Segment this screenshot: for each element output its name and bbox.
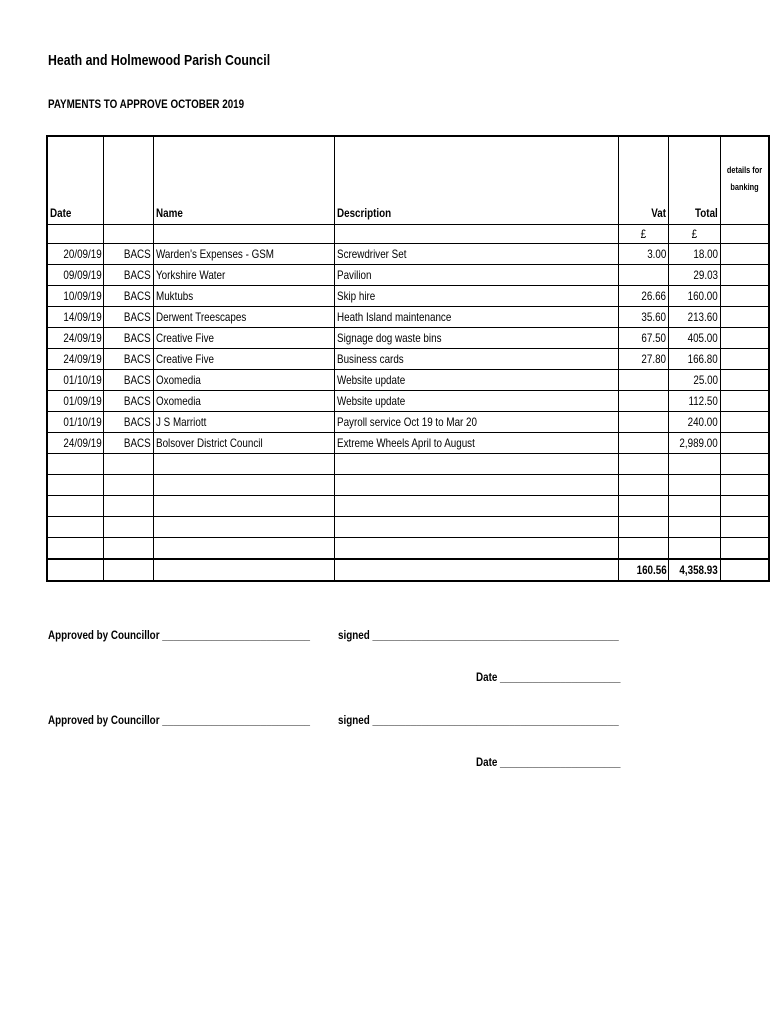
payment-method-cell: BACS: [104, 328, 153, 349]
payment-row: [47, 244, 769, 265]
table-cell: [335, 538, 618, 560]
table-cell: [104, 559, 153, 581]
table-cell: [618, 538, 669, 560]
description-cell: Website update: [335, 370, 618, 391]
date-cell: 01/10/19: [47, 370, 104, 391]
table-header-row: [47, 136, 769, 225]
total-cell: 166.80: [669, 349, 721, 370]
table-cell: [153, 559, 335, 581]
total-cell: 213.60: [669, 307, 721, 328]
payee-name-cell: Yorkshire Water: [153, 265, 335, 286]
table-cell: [104, 496, 153, 517]
approved-by-councillor-line: Approved by Councillor ___________________________: [48, 628, 311, 642]
vat-currency-symbol: £: [618, 225, 669, 244]
payment-row: [47, 412, 769, 433]
description-cell: Skip hire: [335, 286, 618, 307]
description-cell: Website update: [335, 391, 618, 412]
table-cell: [104, 475, 153, 496]
table-cell: [47, 454, 104, 475]
approval-date-line: Date ______________________: [476, 755, 621, 769]
payment-method-cell: BACS: [104, 265, 153, 286]
payee-name-cell: Warden's Expenses - GSM: [153, 244, 335, 265]
document-subtitle: PAYMENTS TO APPROVE OCTOBER 2019: [48, 97, 245, 111]
table-cell: [335, 475, 618, 496]
total-cell: 29.03: [669, 265, 721, 286]
payment-method-cell: BACS: [104, 307, 153, 328]
table-cell: [153, 496, 335, 517]
payee-name-cell: Oxomedia: [153, 391, 335, 412]
payee-name-cell: Creative Five: [153, 328, 335, 349]
empty-row: [47, 454, 769, 475]
vat-cell: [618, 370, 669, 391]
payment-method-cell: BACS: [104, 349, 153, 370]
table-cell: [153, 454, 335, 475]
payment-row: [47, 265, 769, 286]
signed-line: signed _____________________________________________: [338, 713, 619, 727]
payment-row: [47, 286, 769, 307]
date-cell: 09/09/19: [47, 265, 104, 286]
vat-column-header: Vat: [618, 136, 669, 225]
vat-cell: [618, 391, 669, 412]
vat-cell: 35.60: [618, 307, 669, 328]
banking-details-cell: [720, 433, 769, 454]
table-cell: [153, 517, 335, 538]
table-cell: [618, 496, 669, 517]
vat-cell: [618, 265, 669, 286]
table-cell: [47, 225, 104, 244]
date-cell: 14/09/19: [47, 307, 104, 328]
table-cell: [47, 517, 104, 538]
total-cell: 240.00: [669, 412, 721, 433]
vat-total-cell: 160.56: [618, 559, 669, 581]
table-cell: [47, 496, 104, 517]
payee-name-cell: Derwent Treescapes: [153, 307, 335, 328]
approved-by-councillor-line: Approved by Councillor ___________________________: [48, 713, 311, 727]
table-cell: [669, 538, 721, 560]
table-cell: [104, 538, 153, 560]
description-cell: Extreme Wheels April to August: [335, 433, 618, 454]
empty-row: [47, 538, 769, 560]
total-cell: 160.00: [669, 286, 721, 307]
payee-name-cell: Muktubs: [153, 286, 335, 307]
table-cell: [335, 559, 618, 581]
description-cell: Screwdriver Set: [335, 244, 618, 265]
description-cell: Payroll service Oct 19 to Mar 20: [335, 412, 618, 433]
total-cell: 112.50: [669, 391, 721, 412]
date-column-header: Date: [47, 136, 104, 225]
payment-row: [47, 328, 769, 349]
table-cell: [153, 225, 335, 244]
banking-details-cell: [720, 391, 769, 412]
date-cell: 01/10/19: [47, 412, 104, 433]
payee-name-cell: Creative Five: [153, 349, 335, 370]
banking-details-cell: [720, 265, 769, 286]
payment-row: [47, 370, 769, 391]
table-cell: [104, 517, 153, 538]
name-column-header: Name: [153, 136, 335, 225]
payment-row: [47, 349, 769, 370]
description-cell: Business cards: [335, 349, 618, 370]
table-cell: [669, 517, 721, 538]
table-cell: [618, 517, 669, 538]
table-cell: [335, 225, 618, 244]
table-cell: [335, 496, 618, 517]
banking-details-cell: [720, 349, 769, 370]
table-cell: [669, 454, 721, 475]
payment-method-cell: BACS: [104, 244, 153, 265]
table-cell: [153, 538, 335, 560]
table-cell: [720, 454, 769, 475]
date-cell: 01/09/19: [47, 391, 104, 412]
table-cell: [335, 517, 618, 538]
grand-total-cell: 4,358.93: [669, 559, 721, 581]
banking-details-cell: [720, 370, 769, 391]
date-cell: 24/09/19: [47, 349, 104, 370]
date-cell: 10/09/19: [47, 286, 104, 307]
description-column-header: Description: [335, 136, 618, 225]
total-cell: 25.00: [669, 370, 721, 391]
total-cell: 2,989.00: [669, 433, 721, 454]
table-cell: [720, 559, 769, 581]
table-cell: [47, 538, 104, 560]
currency-unit-row: [47, 225, 769, 244]
banking-details-cell: [720, 412, 769, 433]
org-title: Heath and Holmewood Parish Council: [48, 52, 271, 69]
total-currency-symbol: £: [669, 225, 721, 244]
payment-method-cell: BACS: [104, 370, 153, 391]
payment-row: [47, 433, 769, 454]
payee-name-cell: J S Marriott: [153, 412, 335, 433]
totals-row: [47, 559, 769, 581]
payment-row: [47, 391, 769, 412]
vat-cell: 26.66: [618, 286, 669, 307]
table-cell: [104, 225, 153, 244]
banking-column-header: details for banking: [720, 136, 769, 225]
vat-cell: 27.80: [618, 349, 669, 370]
payment-method-cell: BACS: [104, 433, 153, 454]
vat-cell: 67.50: [618, 328, 669, 349]
signed-line: signed _____________________________________________: [338, 628, 619, 642]
date-cell: 24/09/19: [47, 433, 104, 454]
total-cell: 18.00: [669, 244, 721, 265]
table-cell: [720, 517, 769, 538]
date-cell: 24/09/19: [47, 328, 104, 349]
vat-cell: [618, 412, 669, 433]
payment-row: [47, 307, 769, 328]
banking-details-cell: [720, 328, 769, 349]
table-cell: [618, 454, 669, 475]
table-cell: [104, 454, 153, 475]
table-cell: [720, 475, 769, 496]
vat-cell: 3.00: [618, 244, 669, 265]
payment-method-cell: BACS: [104, 412, 153, 433]
table-cell: [153, 475, 335, 496]
empty-row: [47, 517, 769, 538]
description-cell: Heath Island maintenance: [335, 307, 618, 328]
vat-cell: [618, 433, 669, 454]
payments-table-body: [47, 136, 769, 581]
table-cell: [335, 454, 618, 475]
payee-name-cell: Bolsover District Council: [153, 433, 335, 454]
table-cell: [720, 538, 769, 560]
empty-row: [47, 475, 769, 496]
table-cell: [720, 225, 769, 244]
date-cell: 20/09/19: [47, 244, 104, 265]
payment-method-cell: BACS: [104, 286, 153, 307]
table-cell: [669, 496, 721, 517]
description-cell: Signage dog waste bins: [335, 328, 618, 349]
banking-details-cell: [720, 244, 769, 265]
table-cell: [47, 475, 104, 496]
banking-details-cell: [720, 307, 769, 328]
total-cell: 405.00: [669, 328, 721, 349]
table-cell: [669, 475, 721, 496]
payment-method-cell: BACS: [104, 391, 153, 412]
approval-date-line: Date ______________________: [476, 670, 621, 684]
method-column-header: [104, 136, 153, 225]
table-cell: [618, 475, 669, 496]
banking-details-cell: [720, 286, 769, 307]
table-cell: [47, 559, 104, 581]
payments-table: [46, 135, 770, 582]
payee-name-cell: Oxomedia: [153, 370, 335, 391]
description-cell: Pavilion: [335, 265, 618, 286]
total-column-header: Total: [669, 136, 721, 225]
empty-row: [47, 496, 769, 517]
table-cell: [720, 496, 769, 517]
